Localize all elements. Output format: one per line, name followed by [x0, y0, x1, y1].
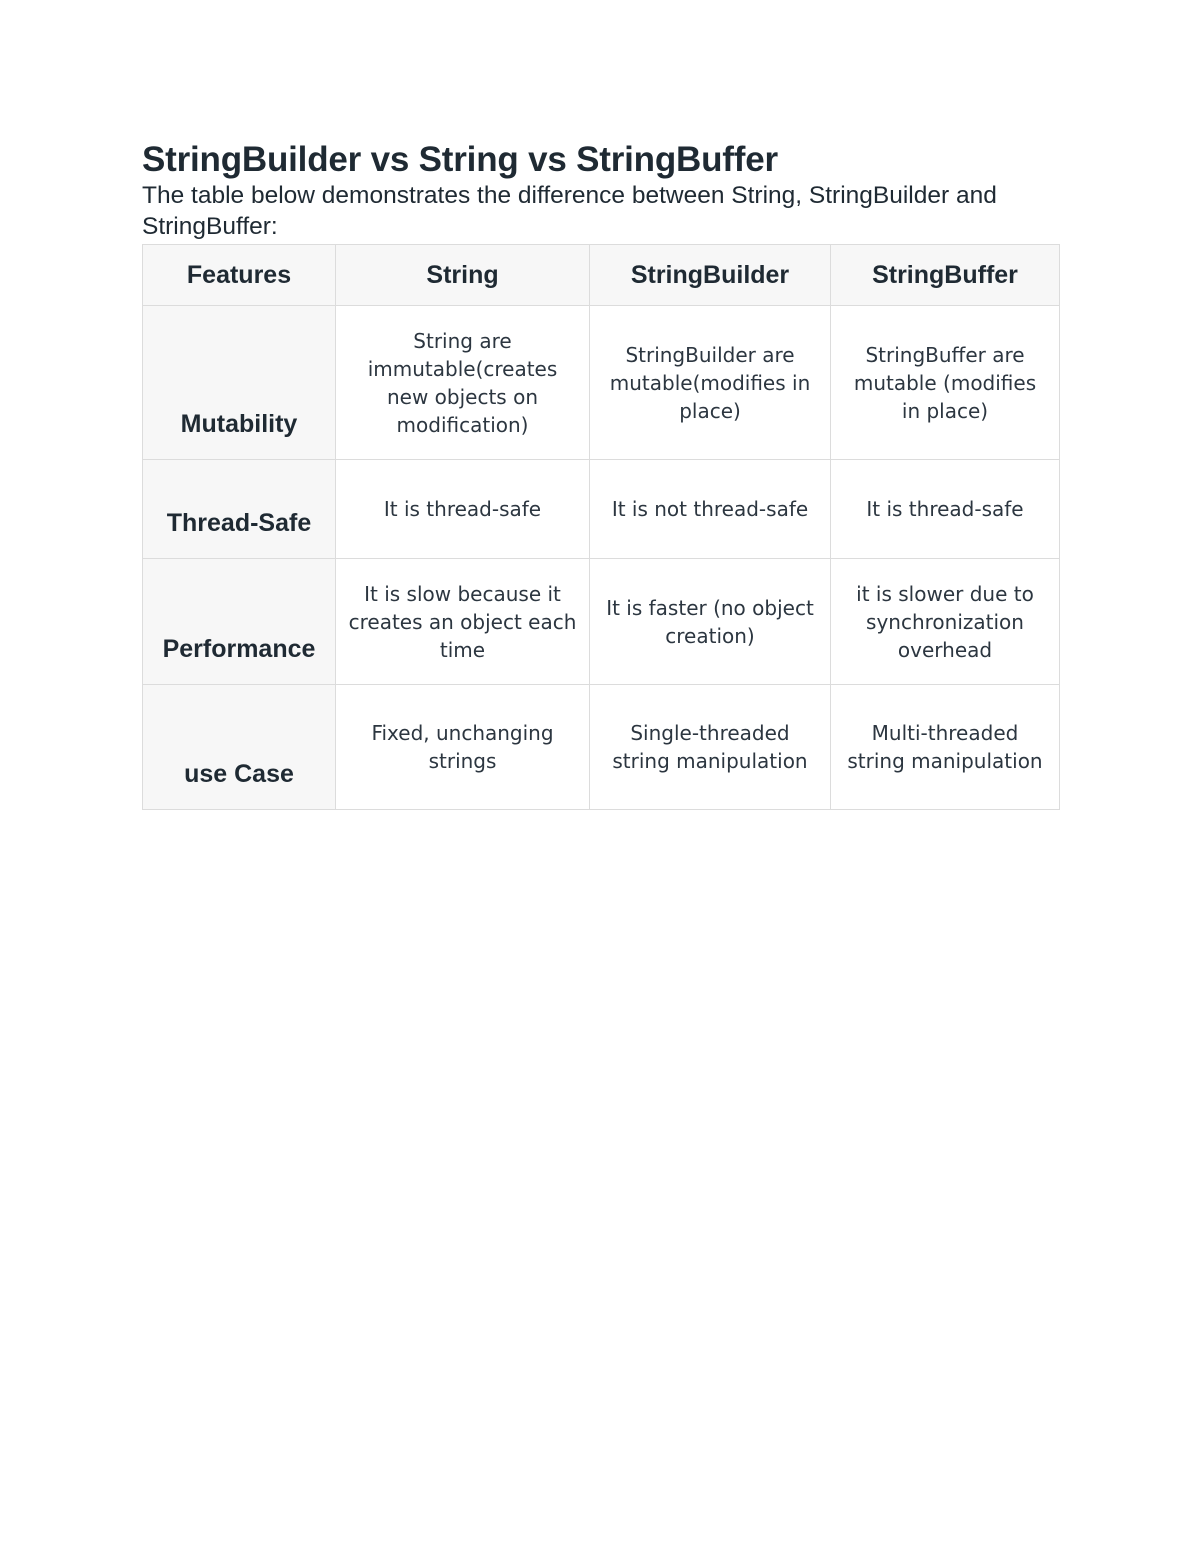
stringbuilder-cell: Single-threaded string manipulation	[590, 685, 831, 810]
header-stringbuilder: StringBuilder	[590, 245, 831, 306]
feature-cell: use Case	[143, 685, 336, 810]
header-stringbuffer: StringBuffer	[831, 245, 1060, 306]
stringbuffer-cell: it is slower due to synchronization overhead	[831, 559, 1060, 685]
string-cell: String are immutable(creates new objects on modification)	[336, 306, 590, 460]
string-cell: Fixed, unchanging strings	[336, 685, 590, 810]
table-row	[143, 306, 1060, 460]
feature-cell: Mutability	[143, 306, 336, 460]
table-row	[143, 685, 1060, 810]
stringbuilder-cell: StringBuilder are mutable(modifies in place)	[590, 306, 831, 460]
table-header-row	[143, 245, 1060, 306]
document-page	[142, 140, 1059, 810]
header-features: Features	[143, 245, 336, 306]
stringbuffer-cell: It is thread-safe	[831, 460, 1060, 559]
intro-paragraph: The table below demonstrates the difference between String, StringBuilder and StringBuffer:	[142, 182, 997, 240]
comparison-table	[142, 244, 1060, 810]
stringbuilder-cell: It is faster (no object creation)	[590, 559, 831, 685]
string-cell: It is thread-safe	[336, 460, 590, 559]
stringbuilder-cell: It is not thread-safe	[590, 460, 831, 559]
table-row	[143, 460, 1060, 559]
header-string: String	[336, 245, 590, 306]
stringbuffer-cell: Multi-threaded string manipulation	[831, 685, 1060, 810]
feature-cell: Thread-Safe	[143, 460, 336, 559]
table-row	[143, 559, 1060, 685]
page-title: StringBuilder vs String vs StringBuffer	[142, 140, 778, 179]
feature-cell: Performance	[143, 559, 336, 685]
stringbuffer-cell: StringBuffer are mutable (modifies in place)	[831, 306, 1060, 460]
string-cell: It is slow because it creates an object each time	[336, 559, 590, 685]
